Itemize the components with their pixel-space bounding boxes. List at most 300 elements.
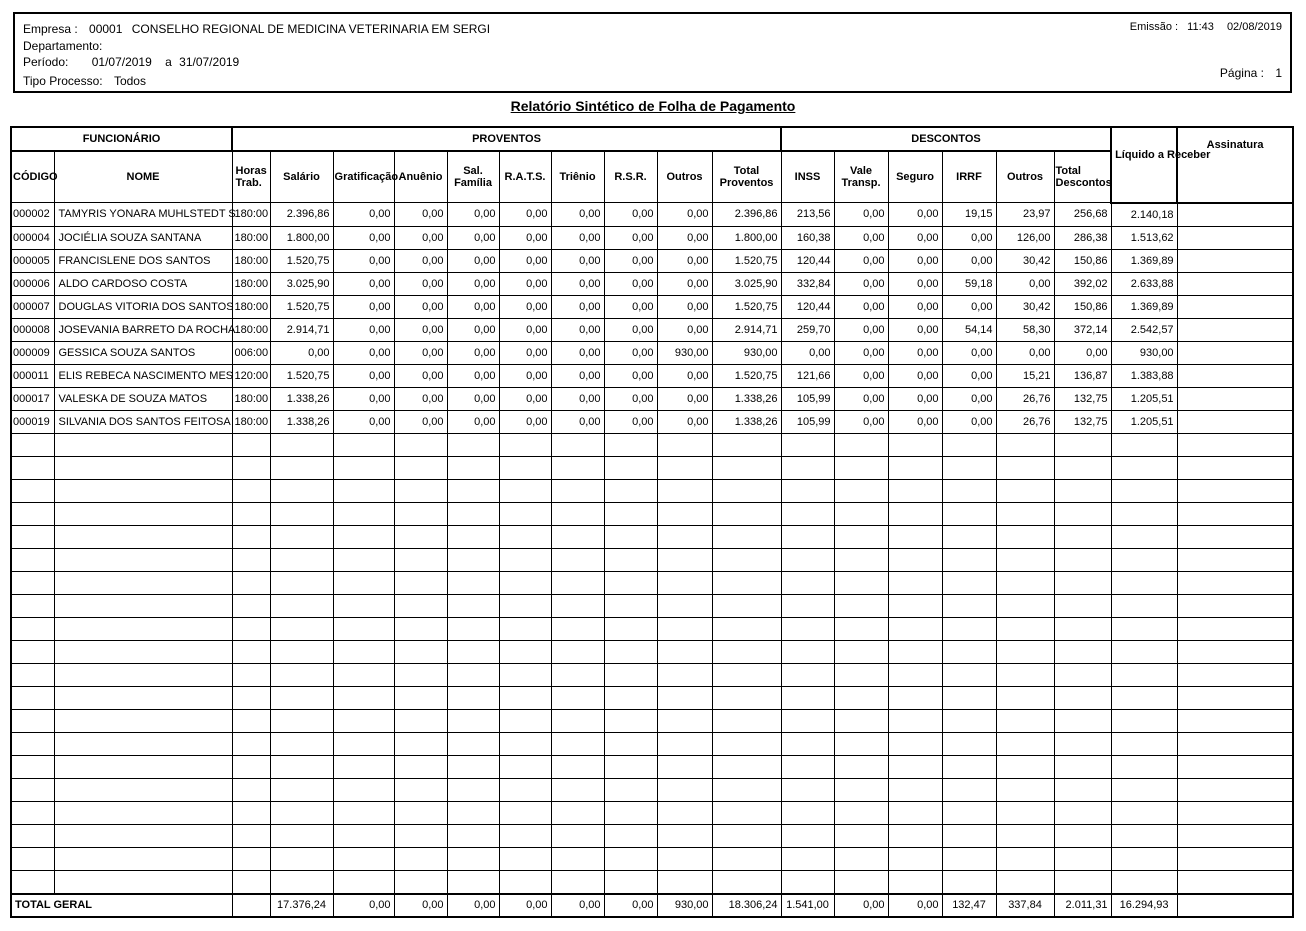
empty-cell [394,525,447,548]
empty-cell [270,548,333,571]
table-cell [1177,364,1293,387]
table-cell: FRANCISLENE DOS SANTOS [54,249,232,272]
empty-cell [781,686,834,709]
empty-cell [11,525,54,548]
empty-cell [1054,456,1111,479]
total-cell: 0,00 [888,894,942,917]
empty-cell [333,755,394,778]
table-cell [1177,272,1293,295]
table-cell: 2.396,86 [270,203,333,227]
empty-cell [270,433,333,456]
empresa-name: CONSELHO REGIONAL DE MEDICINA VETERINARIA EM SERGI [131,22,491,36]
table-cell: 0,00 [447,410,499,433]
empty-cell [996,870,1054,894]
empty-cell [1111,732,1177,755]
table-row [11,364,1293,387]
empty-cell [996,433,1054,456]
table-cell: 0,00 [657,387,712,410]
table-cell: 0,00 [333,226,394,249]
empty-cell [604,433,657,456]
table-cell: 26,76 [996,410,1054,433]
column-header: INSS [781,151,834,203]
empty-cell [270,824,333,847]
table-cell: 0,00 [333,295,394,318]
table-cell: 000009 [11,341,54,364]
empty-cell [1177,709,1293,732]
empty-cell [942,617,996,640]
empty-cell [1111,502,1177,525]
empty-cell [270,479,333,502]
empty-cell [712,433,781,456]
empty-cell [996,847,1054,870]
table-cell: 0,00 [499,387,551,410]
empty-cell [232,502,270,525]
table-row [11,249,1293,272]
empty-cell [394,594,447,617]
empty-cell [54,847,232,870]
empty-cell [888,755,942,778]
table-cell: 0,00 [888,364,942,387]
empty-cell [834,594,888,617]
empty-cell [232,640,270,663]
table-cell: 0,00 [657,318,712,341]
empty-cell [1177,571,1293,594]
col-assinatura: Assinatura [1177,127,1293,203]
table-cell: 0,00 [888,272,942,295]
empty-cell [394,617,447,640]
empty-cell [834,479,888,502]
table-cell: 259,70 [781,318,834,341]
empty-cell [447,456,499,479]
table-cell: 1.205,51 [1111,410,1177,433]
table-cell: 0,00 [333,203,394,227]
empty-cell [499,571,551,594]
table-cell: 1.520,75 [712,249,781,272]
empty-cell [942,709,996,732]
empty-cell [1054,709,1111,732]
empty-cell [232,548,270,571]
empty-cell [888,778,942,801]
empty-cell [1177,732,1293,755]
empty-cell [54,548,232,571]
table-row [11,387,1293,410]
empty-cell [270,801,333,824]
column-header: Gratificação [333,151,394,203]
empty-cell [1054,548,1111,571]
table-cell [1177,410,1293,433]
empty-cell [499,778,551,801]
total-cell: 1.541,00 [781,894,834,917]
empty-cell [270,778,333,801]
empty-cell [1054,732,1111,755]
table-cell: TAMYRIS YONARA MUHLSTEDT S [54,203,232,227]
empty-cell [551,525,604,548]
empty-cell [499,617,551,640]
empty-cell [888,594,942,617]
table-cell: 0,00 [888,203,942,227]
empty-cell [834,732,888,755]
table-cell: 1.800,00 [270,226,333,249]
empty-cell [394,479,447,502]
table-cell: GESSICA SOUZA SANTOS [54,341,232,364]
table-cell: 0,00 [499,226,551,249]
empty-cell [54,433,232,456]
empty-cell [942,594,996,617]
empty-cell [604,870,657,894]
table-cell: 3.025,90 [712,272,781,295]
table-cell: 2.633,88 [1111,272,1177,295]
table-cell: 58,30 [996,318,1054,341]
tipo-value: Todos [113,74,146,88]
empty-cell [54,663,232,686]
departamento-line [23,39,102,53]
empty-cell [996,479,1054,502]
table-cell: 0,00 [447,272,499,295]
empty-cell [834,548,888,571]
table-cell: 006:00 [232,341,270,364]
empty-cell [447,778,499,801]
table-row [11,318,1293,341]
table-cell: 0,00 [447,226,499,249]
empty-cell [781,456,834,479]
empty-cell [11,479,54,502]
empty-cell [333,617,394,640]
empty-cell [499,548,551,571]
table-cell: 930,00 [1111,341,1177,364]
empty-cell [447,663,499,686]
table-cell: 1.520,75 [712,364,781,387]
table-cell: 0,00 [333,341,394,364]
table-cell: 150,86 [1054,249,1111,272]
empty-cell [604,571,657,594]
table-cell: 0,00 [888,318,942,341]
table-cell: 000005 [11,249,54,272]
empty-cell [54,709,232,732]
empty-cell [54,502,232,525]
empty-cell [1054,433,1111,456]
table-cell: 105,99 [781,410,834,433]
table-cell: 1.369,89 [1111,295,1177,318]
empty-cell [781,548,834,571]
table-cell: 0,00 [499,203,551,227]
empty-cell [1177,663,1293,686]
empty-cell [1177,640,1293,663]
empty-cell [657,525,712,548]
empty-cell [394,778,447,801]
empty-cell [657,617,712,640]
table-cell: 1.338,26 [270,387,333,410]
empty-cell [781,617,834,640]
empty-cell [888,479,942,502]
group-descontos: DESCONTOS [781,127,1111,151]
empty-cell [270,663,333,686]
report-title: Relatório Sintético de Folha de Pagamento [510,98,796,114]
empty-cell [942,663,996,686]
empty-cell [333,640,394,663]
empty-cell [551,686,604,709]
table-cell: 0,00 [834,295,888,318]
empty-cell [270,847,333,870]
table-cell: 0,00 [1054,341,1111,364]
column-header: Salário [270,151,333,203]
empty-cell [1111,548,1177,571]
empty-cell [888,433,942,456]
empty-cell [604,548,657,571]
empty-cell [394,640,447,663]
empresa-code: 00001 [89,22,123,36]
empty-cell [1054,640,1111,663]
empty-cell [781,755,834,778]
empty-cell [447,479,499,502]
table-cell: VALESKA DE SOUZA MATOS [54,387,232,410]
table-cell: 1.800,00 [712,226,781,249]
total-cell: 0,00 [499,894,551,917]
table-cell: 930,00 [712,341,781,364]
empty-cell [888,732,942,755]
empty-cell [712,617,781,640]
empty-row [11,617,1293,640]
empty-cell [11,847,54,870]
empty-row [11,847,1293,870]
empty-cell [551,778,604,801]
empty-cell [232,709,270,732]
empty-cell [447,571,499,594]
empty-row [11,433,1293,456]
empty-cell [996,755,1054,778]
table-cell: 0,00 [942,341,996,364]
empty-cell [551,456,604,479]
empty-cell [942,502,996,525]
table-cell: 0,00 [447,364,499,387]
empty-cell [11,571,54,594]
empty-cell [657,732,712,755]
table-cell: SILVANIA DOS SANTOS FEITOSA [54,410,232,433]
table-cell: 000007 [11,295,54,318]
empty-cell [551,847,604,870]
empty-cell [657,870,712,894]
total-cell: 0,00 [447,894,499,917]
table-cell: 0,00 [604,341,657,364]
empty-cell [333,870,394,894]
total-cell: 0,00 [834,894,888,917]
total-cell: 18.306,24 [712,894,781,917]
column-header: Outros [657,151,712,203]
empty-cell [604,686,657,709]
column-header: Sal. Família [447,151,499,203]
empty-cell [232,847,270,870]
emissao-line [1130,21,1282,33]
empty-cell [1177,778,1293,801]
table-cell: 0,00 [604,203,657,227]
periodo-line [23,55,239,69]
empty-cell [834,456,888,479]
empty-cell [996,594,1054,617]
table-row [11,410,1293,433]
empty-cell [1054,801,1111,824]
table-row [11,272,1293,295]
table-cell: 0,00 [499,318,551,341]
empty-cell [232,801,270,824]
empty-cell [499,525,551,548]
table-cell: 1.513,62 [1111,226,1177,249]
empty-cell [270,525,333,548]
empty-cell [781,433,834,456]
empty-cell [996,686,1054,709]
empty-cell [333,525,394,548]
table-cell: 1.520,75 [270,364,333,387]
empty-cell [834,709,888,732]
table-cell: 2.914,71 [270,318,333,341]
empty-cell [712,824,781,847]
empty-cell [834,686,888,709]
total-cell: 0,00 [604,894,657,917]
empty-cell [11,801,54,824]
table-cell: 0,00 [834,318,888,341]
empty-cell [996,456,1054,479]
table-cell: 0,00 [604,410,657,433]
table-cell: 286,38 [1054,226,1111,249]
table-cell [1177,295,1293,318]
empty-cell [657,663,712,686]
empty-cell [394,571,447,594]
table-cell: 0,00 [447,341,499,364]
table-cell: DOUGLAS VITORIA DOS SANTOS [54,295,232,318]
table-cell: 0,00 [942,410,996,433]
table-cell: 0,00 [551,226,604,249]
table-cell: 0,00 [657,364,712,387]
table-cell: 180:00 [232,387,270,410]
empty-cell [604,824,657,847]
table-cell: 332,84 [781,272,834,295]
table-cell: 0,00 [888,341,942,364]
empty-cell [942,571,996,594]
empty-cell [604,525,657,548]
empty-cell [996,663,1054,686]
empty-cell [942,479,996,502]
empty-cell [499,847,551,870]
empty-cell [333,824,394,847]
empty-cell [604,617,657,640]
empty-cell [394,456,447,479]
empty-cell [551,870,604,894]
table-cell: 0,00 [333,387,394,410]
empty-cell [781,502,834,525]
column-header: Vale Transp. [834,151,888,203]
empty-cell [712,663,781,686]
table-cell: 0,00 [394,272,447,295]
table-cell: 30,42 [996,295,1054,318]
empty-cell [551,479,604,502]
empty-cell [996,732,1054,755]
table-cell: 0,00 [551,272,604,295]
empty-cell [604,640,657,663]
empty-cell [1177,847,1293,870]
empty-cell [604,847,657,870]
periodo-label: Período: [23,55,69,69]
table-cell: 0,00 [499,410,551,433]
empty-cell [657,456,712,479]
table-cell: 0,00 [834,364,888,387]
empty-cell [54,571,232,594]
empty-cell [54,732,232,755]
empty-cell [270,686,333,709]
empty-cell [604,502,657,525]
total-cell: 0,00 [551,894,604,917]
empty-cell [996,824,1054,847]
empty-cell [604,732,657,755]
empty-cell [996,778,1054,801]
table-cell: 136,87 [1054,364,1111,387]
table-cell: 0,00 [394,364,447,387]
empty-cell [781,824,834,847]
empty-cell [499,640,551,663]
empty-cell [1177,617,1293,640]
table-cell: 372,14 [1054,318,1111,341]
total-label: TOTAL GERAL [11,894,232,917]
empty-cell [888,824,942,847]
table-cell: 160,38 [781,226,834,249]
empty-cell [1054,571,1111,594]
empty-cell [232,686,270,709]
empty-cell [942,640,996,663]
table-cell: 180:00 [232,249,270,272]
table-cell: 0,00 [604,226,657,249]
empty-cell [447,525,499,548]
empty-cell [888,502,942,525]
table-cell: 1.338,26 [712,387,781,410]
empty-cell [888,456,942,479]
table-cell: 0,00 [394,318,447,341]
emissao-label: Emissão : [1129,21,1179,33]
table-cell: 0,00 [333,249,394,272]
empty-cell [1177,686,1293,709]
empty-cell [996,801,1054,824]
empty-cell [333,594,394,617]
table-cell: 120,44 [781,295,834,318]
empty-cell [232,663,270,686]
table-cell [1177,249,1293,272]
table-cell: 0,00 [551,410,604,433]
departamento-label: Departamento: [23,39,103,53]
empty-cell [712,548,781,571]
table-cell: 0,00 [447,295,499,318]
report-header [13,12,1292,93]
empty-cell [834,663,888,686]
table-cell: 0,00 [888,295,942,318]
empty-cell [1111,594,1177,617]
empty-cell [942,755,996,778]
empty-cell [11,456,54,479]
table-cell: 2.914,71 [712,318,781,341]
empty-cell [781,801,834,824]
empty-cell [1111,847,1177,870]
table-cell: 392,02 [1054,272,1111,295]
empty-cell [1054,778,1111,801]
empty-cell [447,847,499,870]
empty-row [11,824,1293,847]
column-header: Anuênio [394,151,447,203]
empty-cell [499,479,551,502]
empty-cell [270,456,333,479]
empty-cell [1177,502,1293,525]
table-cell: 15,21 [996,364,1054,387]
periodo-fim: 31/07/2019 [179,55,240,69]
empty-cell [1054,479,1111,502]
empty-cell [1054,663,1111,686]
empty-cell [551,755,604,778]
empty-row [11,778,1293,801]
empty-cell [781,847,834,870]
